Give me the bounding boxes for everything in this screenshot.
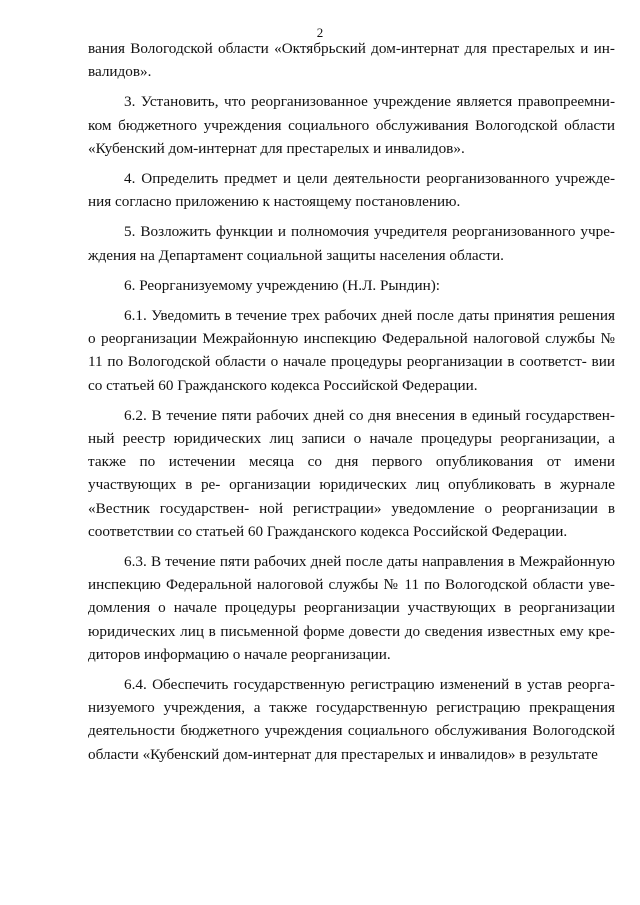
paragraph-item-6-2: 6.2. В течение пяти рабочих дней со дня внесения в единый государствен- ный реестр юридических лиц записи о начале процедуры реорганизации, а также по истечении месяца со дня первого опубликования от имени участвующих в ре- организации юридических лиц опубликовать в журнале «Вестник государствен- ной регистрации» уведомление о реорганизации в соответствии со статьей 60 Гражданского кодекса Российской Федерации.	[88, 406, 615, 540]
page-number: 2	[316, 25, 324, 40]
paragraph-item-6-3: 6.3. В течение пяти рабочих дней после даты направления в Межрайонную инспекцию Федеральной налоговой службы № 11 по Вологодской области уве- домления о начале процедуры реорганизации участвующих в реорганизации юридических лиц в письменной форме довести до сведения известных ему кре- диторов информацию о начале реорганизации.	[88, 553, 615, 663]
paragraph-item-6-1: 6.1. Уведомить в течение трех рабочих дней после даты принятия решения о реорганизации Межрайонную инспекцию Федеральной налоговой службы № 11 по Вологодской области о начале процедуры реорганизации в соответст- вии со статьей 60 Гражданского кодекса Российской Федерации.	[88, 307, 615, 394]
paragraph-item-6-4: 6.4. Обеспечить государственную регистрацию изменений в устав реорга- низуемого учреждения, а также государственную регистрацию прекращения деятельности бюджетного учреждения социального обслуживания Вологодской области «Кубенский дом-интернат для престарелых и инвалидов» в результате	[88, 676, 615, 763]
paragraph-item-3: 3. Установить, что реорганизованное учреждение является правопреемни- ком бюджетного учреждения социального обслуживания Вологодской области «Кубенский дом-интернат для престарелых и инвалидов».	[88, 93, 615, 157]
paragraph-item-6: 6. Реорганизуемому учреждению (Н.Л. Рындин):	[124, 276, 440, 294]
paragraph-item-4: 4. Определить предмет и цели деятельности реорганизованного учрежде- ния согласно приложению к настоящему постановлению.	[88, 170, 615, 211]
document-body	[88, 37, 615, 773]
paragraph-item-5: 5. Возложить функции и полномочия учредителя реорганизованного учре- ждения на Департамент социальной защиты населения области.	[88, 223, 615, 264]
paragraph-continuation: вания Вологодской области «Октябрьский дом-интернат для престарелых и ин- валидов».	[88, 40, 615, 81]
